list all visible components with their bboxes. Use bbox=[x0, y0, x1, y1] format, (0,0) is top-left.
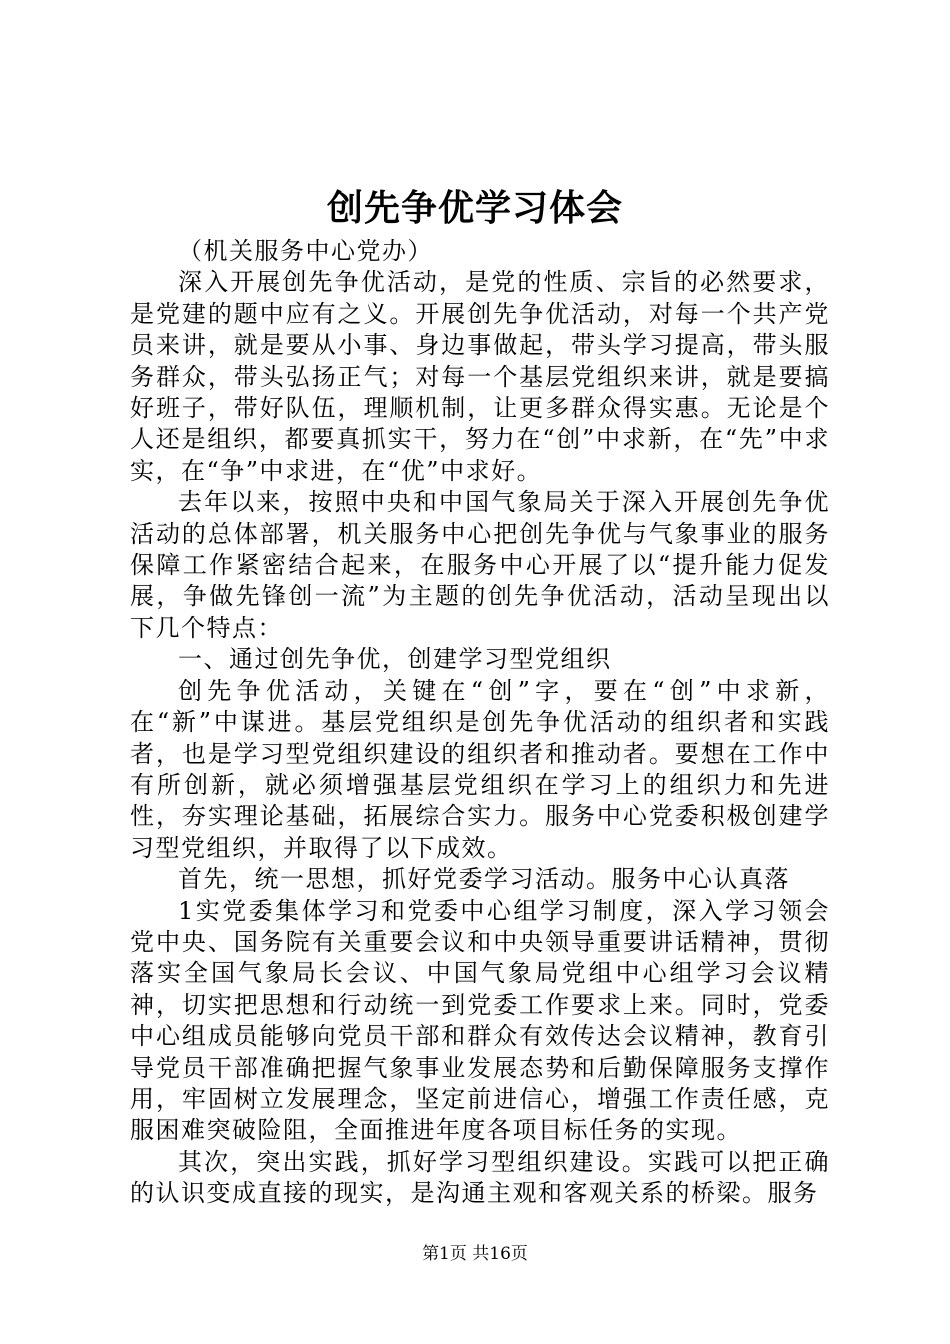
document-body bbox=[130, 236, 830, 1210]
paragraph: 1实党委集体学习和党委中心组学习制度，深入学习领会党中央、国务院有关重要会议和中央领导重要讲话精神，贯彻落实全国气象局长会议、中国气象局党组中心组学习会议精神，切实把思想和行动统一到党委工作要求上来。同时，党委中心组成员能够向党员干部和群众有效传达会议精神，教育引导党员干部准确把握气象事业发展态势和后勤保障服务支撑作用，牢固树立发展理念，坚定前进信心，增强工作责任感，克服困难突破险阻，全面推进年度各项目标任务的实现。 bbox=[130, 896, 830, 1145]
paragraph: 其次，突出实践，抓好学习型组织建设。实践可以把正确的认识变成直接的现实，是沟通主观和客观关系的桥梁。服务 bbox=[130, 1147, 830, 1208]
section-heading: 一、通过创先争优，创建学习型党组织 bbox=[178, 645, 612, 674]
paragraph: 创先争优活动，关键在“创”字，要在“创”中求新，在“新”中谋进。基层党组织是创先争优活动的组织者和实践者，也是学习型党组织建设的组织者和推动者。要想在工作中有所创新，就必须增强基层党组织在学习上的组织力和先进性，夯实理论基础，拓展综合实力。服务中心党委积极创建学习型党组织，并取得了以下成效。 bbox=[130, 676, 830, 862]
paragraph: 去年以来，按照中央和中国气象局关于深入开展创先争优活动的总体部署，机关服务中心把创先争优与气象事业的服务保障工作紧密结合起来，在服务中心开展了以“提升能力促发展，争做先锋创一流”为主题的创先争优活动，活动呈现出以下几个特点： bbox=[130, 488, 830, 642]
author-line: （机关服务中心党办） bbox=[178, 237, 433, 265]
paragraph: 深入开展创先争优活动，是党的性质、宗旨的必然要求，是党建的题中应有之义。开展创先争优活动，对每一个共产党员来讲，就是要从小事、身边事做起，带头学习提高，带头服务群众，带头弘扬正气；对每一个基层党组织来讲，就是要搞好班子，带好队伍，理顺机制，让更多群众得实惠。无论是个人还是组织，都要真抓实干，努力在“创”中求新，在“先”中求实，在“争”中求进，在“优”中求好。 bbox=[130, 268, 830, 485]
page-footer: 第1页 共16页 bbox=[422, 1244, 528, 1264]
document-title: 创先争优学习体会 bbox=[326, 187, 623, 229]
paragraph: 首先，统一思想，抓好党委学习活动。服务中心认真落 bbox=[178, 865, 790, 894]
